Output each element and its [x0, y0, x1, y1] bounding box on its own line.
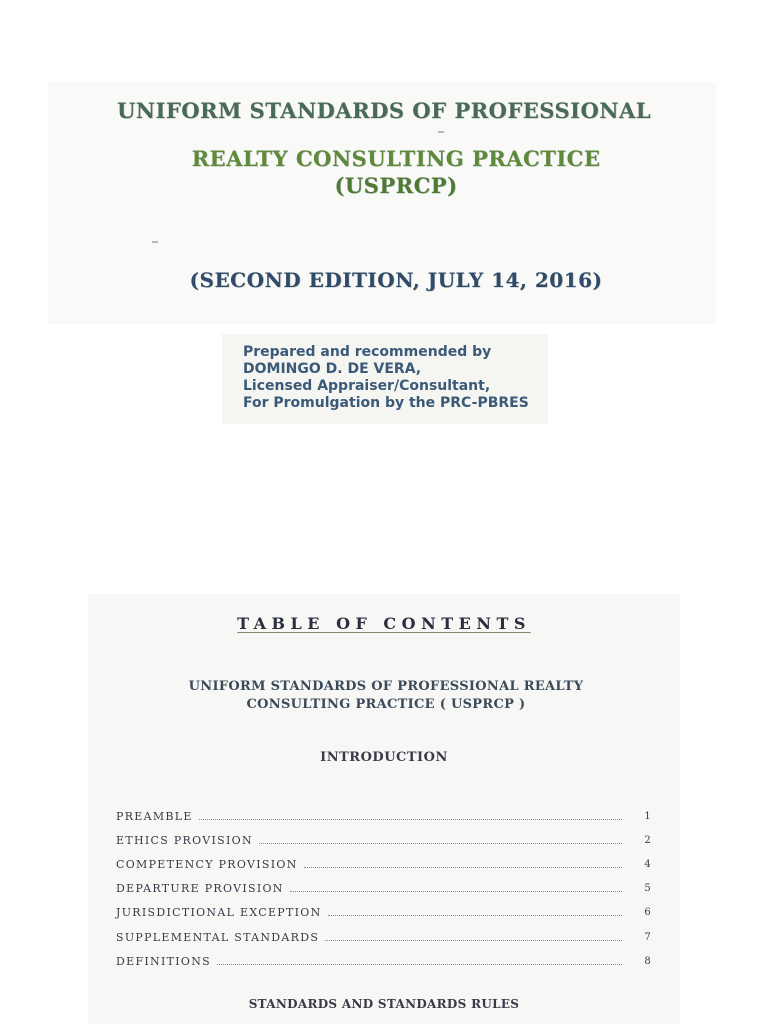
toc-entry-page: 5 — [644, 883, 652, 895]
prepared-line: Licensed Appraiser/Consultant, — [243, 378, 491, 394]
prepared-line: DOMINGO D. DE VERA, — [243, 361, 422, 377]
toc-leader-dots — [304, 867, 622, 868]
toc-heading: TABLE OF CONTENTS — [237, 614, 531, 633]
toc-entry-label: JURISDICTIONAL EXCEPTION — [116, 906, 322, 920]
edition-line: (SECOND EDITION, JULY 14, 2016) — [189, 268, 603, 292]
scan-speck — [152, 241, 158, 243]
document-title-acronym: (USPRCP) — [334, 173, 458, 198]
toc-entry[interactable] — [116, 804, 652, 828]
toc-subtitle-line-2: CONSULTING PRACTICE ( USPRCP ) — [246, 697, 526, 712]
toc-entry[interactable] — [116, 877, 652, 901]
toc-entry-page: 8 — [644, 955, 652, 967]
toc-entry[interactable] — [116, 828, 652, 852]
toc-entry-page: 1 — [644, 810, 652, 822]
toc-entry-label: DEFINITIONS — [116, 954, 211, 968]
toc-entry-page: 4 — [644, 858, 652, 870]
toc-entry[interactable] — [116, 852, 652, 876]
toc-entry[interactable] — [116, 925, 652, 949]
toc-leader-dots — [328, 915, 622, 916]
toc-entry-page: 2 — [644, 834, 652, 846]
toc-entry-label: SUPPLEMENTAL STANDARDS — [116, 930, 320, 944]
toc-section-introduction: INTRODUCTION — [320, 750, 448, 765]
document-title-line-1: UNIFORM STANDARDS OF PROFESSIONAL — [116, 98, 652, 123]
toc-entry-page: 7 — [644, 931, 652, 943]
scan-speck — [438, 131, 444, 133]
toc-leader-dots — [217, 964, 622, 965]
toc-leader-dots — [259, 843, 622, 844]
toc-list — [116, 804, 652, 973]
document-title-line-2: REALTY CONSULTING PRACTICE — [191, 146, 601, 171]
toc-subtitle-line-1: UNIFORM STANDARDS OF PROFESSIONAL REALTY — [188, 679, 584, 694]
toc-entry-label: COMPETENCY PROVISION — [116, 857, 298, 871]
toc-entry[interactable] — [116, 901, 652, 925]
toc-entry-label: DEPARTURE PROVISION — [116, 882, 284, 896]
prepared-by-block — [243, 344, 529, 412]
toc-leader-dots — [290, 891, 622, 892]
toc-leader-dots — [325, 940, 622, 941]
prepared-line: Prepared and recommended by — [243, 344, 492, 360]
toc-entry-page: 6 — [644, 907, 652, 919]
toc-entry-label: ETHICS PROVISION — [116, 833, 253, 847]
toc-entry[interactable] — [116, 949, 652, 973]
toc-entry-label: PREAMBLE — [116, 809, 193, 823]
toc-section-standards: STANDARDS AND STANDARDS RULES — [248, 997, 520, 1011]
toc-leader-dots — [199, 819, 622, 820]
prepared-line: For Promulgation by the PRC-PBRES — [243, 395, 529, 411]
